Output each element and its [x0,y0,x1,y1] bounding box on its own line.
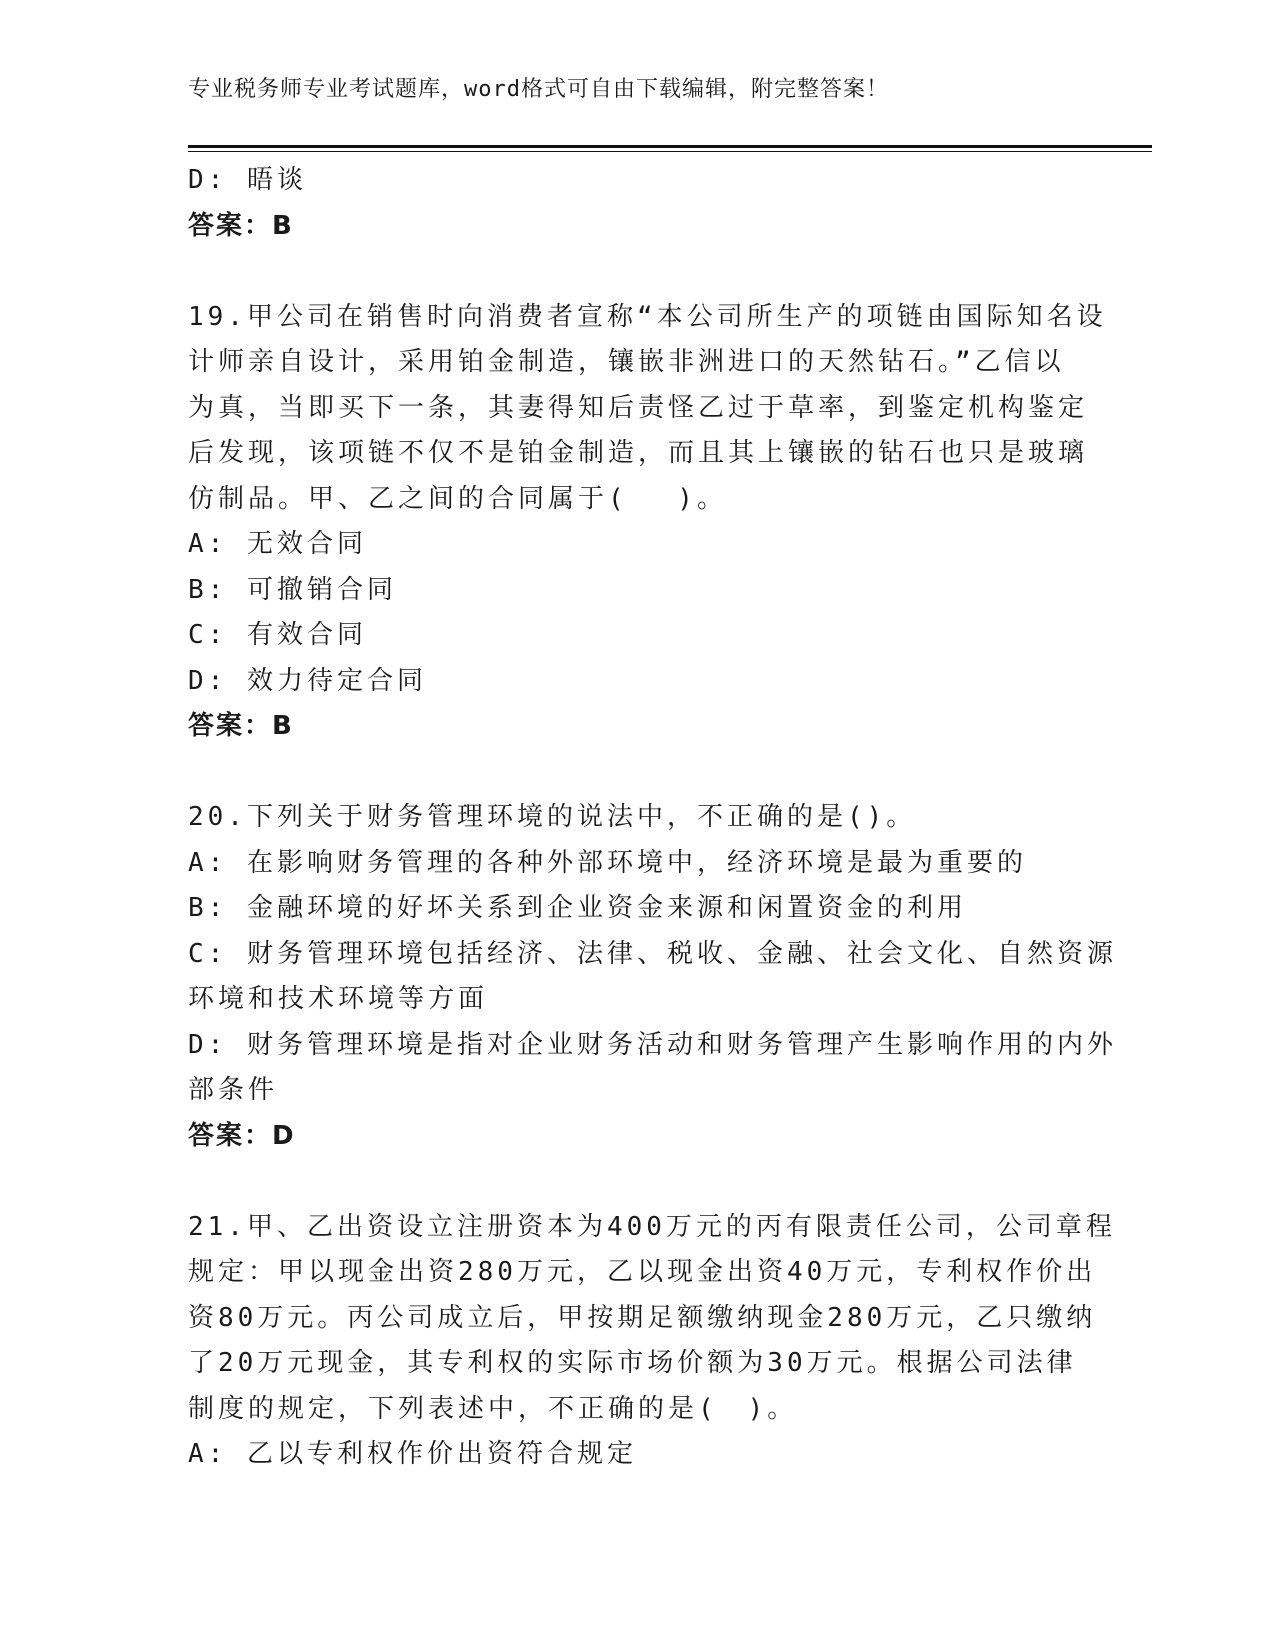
option-a: A: 乙以专利权作价出资符合规定 [188,1439,637,1469]
question-stem-line: 仿制品。甲、乙之间的合同属于( )。 [188,483,727,514]
question-19 [188,295,1107,750]
header-rule-thin [188,151,1152,152]
header-rule-thick [188,145,1152,148]
answer-line: 答案：B [188,210,294,241]
spacer [188,249,1068,295]
option-c: C: 财务管理环境包括经济、法律、税收、金融、社会文化、自然资源 [188,938,1117,969]
spacer [188,750,1068,796]
question-stem-line: 20.下列关于财务管理环境的说法中，不正确的是()。 [188,802,917,832]
option-d: D: 财务管理环境是指对企业财务活动和财务管理产生影响作用的内外 [188,1029,1117,1060]
question-stem-line: 制度的规定，下列表述中，不正确的是( )。 [188,1393,798,1424]
option-c: C: 有效合同 [188,620,367,650]
document-body [188,158,1117,1478]
option-a: A: 无效合同 [188,529,367,559]
question-stem-line: 计师亲自设计，采用铂金制造，镶嵌非洲进口的天然钻石。”乙信以 [188,347,1065,377]
question-stem-line: 规定：甲以现金出资280万元，乙以现金出资40万元，专利权作价出 [188,1257,1097,1287]
answer-line: 答案：D [188,1120,296,1151]
question-stem-line: 资80万元。丙公司成立后，甲按期足额缴纳现金280万元，乙只缴纳 [188,1302,1097,1333]
question-stem-line: 后发现，该项链不仅不是铂金制造，而且其上镶嵌的钻石也只是玻璃 [188,438,1089,468]
question-stem-line: 19.甲公司在销售时向消费者宣称“本公司所生产的项链由国际知名设 [188,301,1107,332]
option-d: D: 效力待定合同 [188,665,427,696]
option-b: B: 金融环境的好坏关系到企业资金来源和闲置资金的利用 [188,893,967,923]
option-d: D: 晤谈 [188,165,307,195]
option-b: B: 可撤销合同 [188,574,397,605]
question-stem-line: 为真，当即买下一条，其妻得知后责怪乙过于草率，到鉴定机构鉴定 [188,392,1089,423]
option-d-continued: 部条件 [188,1075,279,1105]
prev-question-block [188,158,1068,249]
option-c-continued: 环境和技术环境等方面 [188,984,489,1014]
page-header: 专业税务师专业考试题库，word格式可自由下载编辑，附完整答案！ [188,77,889,102]
question-stem-line: 21.甲、乙出资设立注册资本为400万元的丙有限责任公司，公司章程 [188,1211,1116,1242]
spacer [188,1159,1068,1205]
question-21 [188,1205,1116,1478]
question-20 [188,795,1117,1159]
answer-line: 答案：B [188,711,294,741]
option-a: A: 在影响财务管理的各种外部环境中，经济环境是最为重要的 [188,847,1027,878]
question-stem-line: 了20万元现金，其专利权的实际市场价额为30万元。根据公司法律 [188,1348,1077,1378]
